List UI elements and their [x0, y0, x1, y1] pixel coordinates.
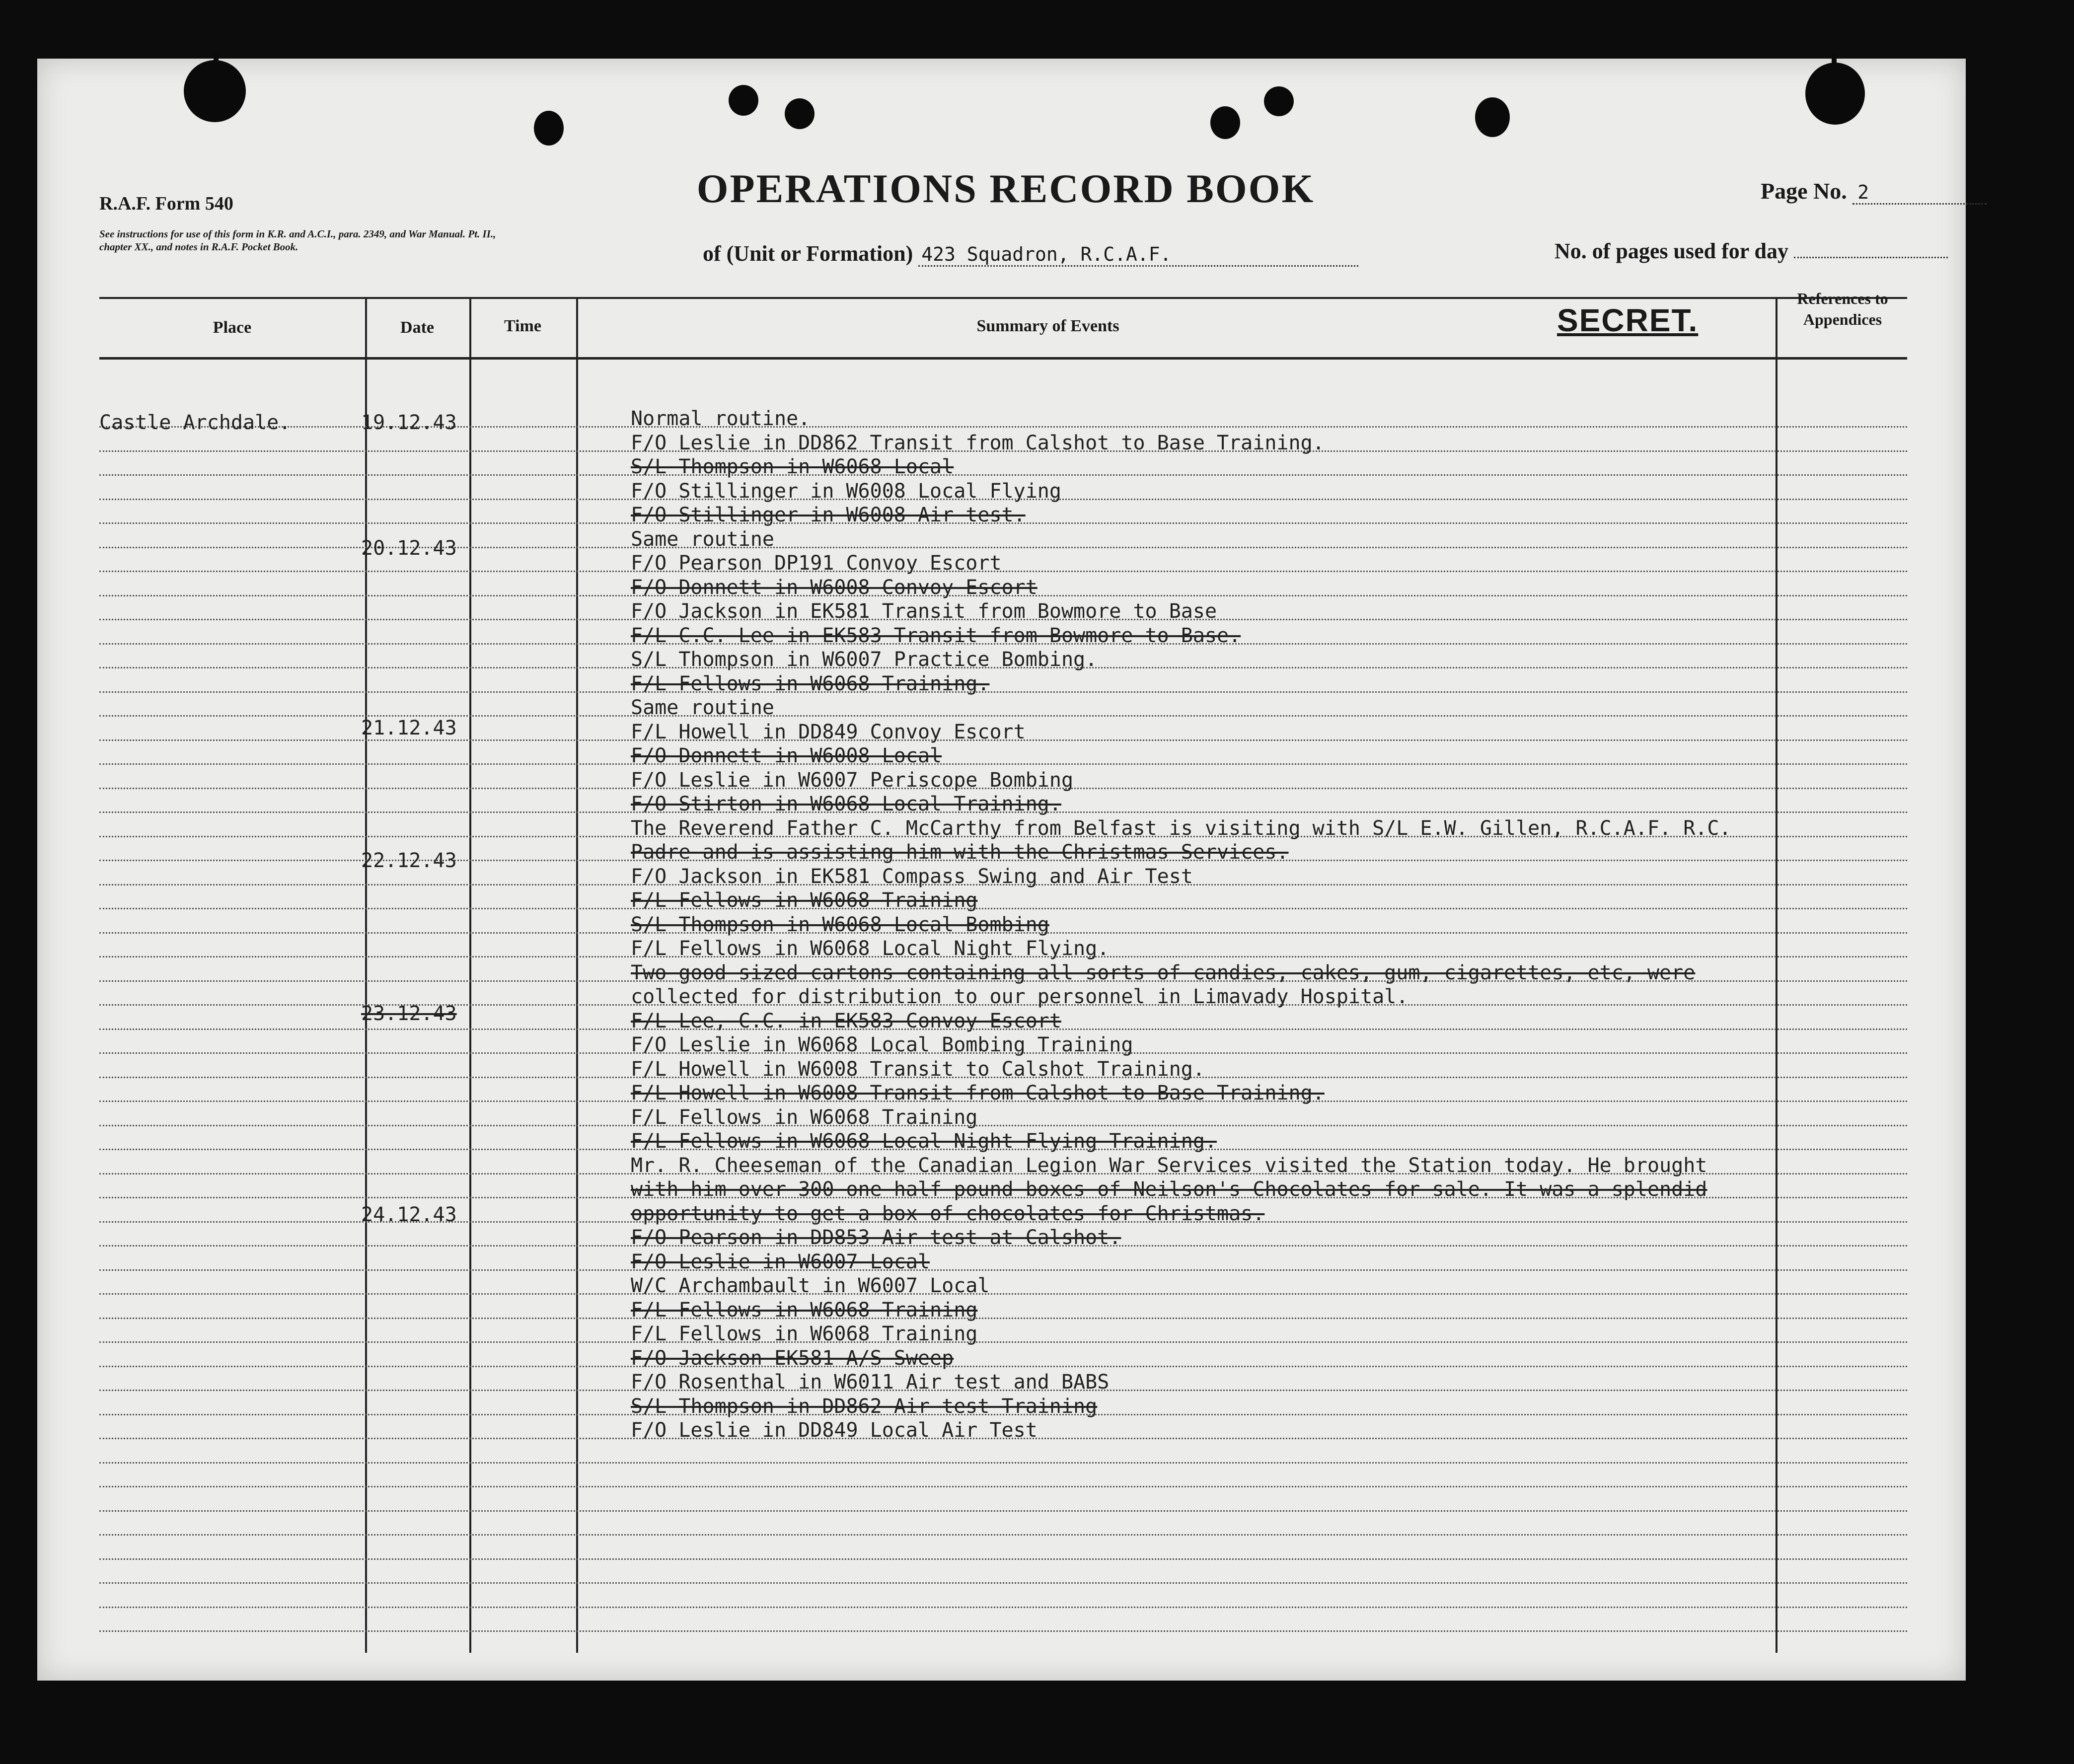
punch-hole [534, 111, 564, 146]
punch-hole [1210, 106, 1240, 139]
binder-hook [214, 54, 219, 83]
page-title: OPERATIONS RECORD BOOK [696, 166, 1315, 211]
punch-hole [1264, 86, 1294, 116]
event-line: S/L Thompson in W6007 Practice Bombing. [631, 648, 1098, 671]
ruled-line [99, 1558, 1907, 1560]
column-divider [1776, 297, 1778, 1653]
pages-used-value [1794, 242, 1948, 258]
ruled-line [99, 1462, 1907, 1464]
date-entry: 19.12.43 [361, 411, 457, 434]
date-entry: 24.12.43 [361, 1203, 457, 1226]
place-value: Castle Archdale. [99, 411, 291, 434]
ruled-line [99, 1486, 1907, 1487]
event-line: F/O Rosenthal in W6011 Air test and BABS [631, 1371, 1110, 1394]
page-number-label: Page No. [1761, 178, 1847, 204]
event-line: F/L Howell in W6008 Transit from Calshot to Base Training. [631, 1082, 1325, 1104]
event-line: F/L Lee, C.C. in EK583 Convoy Escort [631, 1009, 1061, 1032]
event-line: F/O Leslie in DD849 Local Air Test [631, 1419, 1037, 1442]
event-line: F/O Pearson DP191 Convoy Escort [631, 552, 1002, 575]
event-line: F/O Leslie in W6068 Local Bombing Training [631, 1033, 1133, 1056]
event-line: F/L Fellows in W6068 Training [631, 1323, 978, 1345]
column-divider [576, 297, 578, 1653]
form-instructions: See instructions for use of this form in K.R. and A.C.I., para. 2349, and War Manual. Pt. II., chapter XX., and notes in R.A.F. Pocket Book. [99, 228, 496, 253]
event-line: F/O Jackson EK581 A/S Sweep [631, 1346, 954, 1370]
ruled-line [99, 1125, 1907, 1126]
event-line: F/L Howell in W6008 Transit to Calshot Training. [631, 1057, 1205, 1081]
pages-used-label: No. of pages used for day [1555, 239, 1789, 263]
table-top-border [99, 297, 1907, 299]
event-line: F/L Fellows in W6068 Training [631, 1298, 978, 1322]
form-page [37, 59, 1966, 1681]
event-line: The Reverend Father C. McCarthy from Belfast is visiting with S/L E.W. Gillen, R.C.A.F. R.C. [631, 816, 1731, 840]
event-line: Padre and is assisting him with the Christmas Services. [631, 841, 1289, 864]
punch-hole [1475, 97, 1510, 137]
event-line: F/L Fellows in W6068 Training. [631, 672, 990, 695]
event-line: F/L Fellows in W6068 Local Night Flying Training. [631, 1130, 1217, 1153]
event-line: with him over 300 one half pound boxes of Neilson's Chocolates for sale. It was a splendid [631, 1178, 1707, 1201]
event-line: F/L Fellows in W6068 Training [631, 889, 978, 912]
event-line: F/O Stillinger in W6008 Local Flying [631, 479, 1061, 503]
column-header-summary: Summary of Events [976, 317, 1119, 335]
ruled-line [99, 908, 1907, 909]
event-line: F/O Pearson in DD853 Air test at Calshot. [631, 1226, 1121, 1249]
binder-hook [1832, 54, 1837, 83]
event-line: F/O Jackson in EK581 Compass Swing and Air Test [631, 865, 1193, 888]
ruled-line [99, 571, 1907, 572]
unit-value: 423 Squadron, R.C.A.F. [918, 243, 1358, 267]
form-number: R.A.F. Form 540 [99, 193, 233, 214]
date-entry: 20.12.43 [361, 537, 457, 560]
column-header-references: References to Appendices [1797, 290, 1888, 328]
date-entry: 22.12.43 [361, 849, 457, 872]
ruled-line [99, 1293, 1907, 1295]
ruled-line [99, 1318, 1907, 1319]
page-number-field [1761, 178, 1987, 205]
ruled-line [99, 691, 1907, 693]
event-line: Same routine [631, 527, 774, 551]
unit-label: of (Unit or Formation) [703, 241, 913, 266]
column-divider [469, 297, 471, 1653]
ruled-line [99, 1582, 1907, 1584]
ruled-line [99, 1366, 1907, 1367]
event-line: collected for distribution to our personnel in Limavady Hospital. [631, 985, 1408, 1008]
event-line: F/O Jackson in EK581 Transit from Bowmore to Base [631, 600, 1217, 623]
ruled-line [99, 1510, 1907, 1512]
ruled-line [99, 1534, 1907, 1536]
event-line: Normal routine. [631, 407, 811, 430]
column-header-date: Date [400, 318, 434, 337]
event-line: W/C Archambault in W6007 Local [631, 1274, 990, 1297]
event-line: F/O Donnett in W6008 Convoy Escort [631, 576, 1037, 599]
ruled-line [99, 1630, 1907, 1632]
event-line: Two good sized cartons containing all sorts of candies, cakes, gum, cigarettes, etc, were [631, 961, 1696, 984]
date-entry: 23.12.43 [361, 1002, 457, 1025]
event-line: F/L Howell in DD849 Convoy Escort [631, 720, 1026, 743]
secret-classification: SECRET. [1557, 302, 1699, 338]
punch-hole [785, 98, 815, 129]
event-line: F/O Stirton in W6068 Local Training. [631, 793, 1061, 815]
ruled-line [99, 1269, 1907, 1271]
event-line: Same routine [631, 696, 774, 719]
event-line: S/L Thompson in DD862 Air test Training [631, 1395, 1098, 1418]
ruled-line [99, 474, 1907, 476]
header-bottom-border [99, 357, 1907, 360]
date-entry: 21.12.43 [361, 717, 457, 739]
pages-used-field [1555, 238, 1948, 264]
column-header-place: Place [213, 318, 252, 337]
event-line: Mr. R. Cheeseman of the Canadian Legion War Services visited the Station today. He brought [631, 1154, 1707, 1177]
column-divider [365, 297, 367, 1653]
unit-field [703, 241, 1358, 267]
event-line: F/O Donnett in W6008 Local [631, 744, 942, 767]
ruled-line [99, 1607, 1907, 1608]
event-line: F/L Fellows in W6068 Training [631, 1105, 978, 1129]
event-line: opportunity to get a box of chocolates for Christmas. [631, 1202, 1265, 1225]
event-line: S/L Thompson in W6068 Local Bombing [631, 913, 1049, 936]
ruled-line [99, 1341, 1907, 1343]
event-line: F/O Leslie in DD862 Transit from Calshot to Base Training. [631, 431, 1325, 454]
event-line: F/L C.C. Lee in EK583 Transit from Bowmore to Base. [631, 624, 1241, 647]
event-line: F/O Leslie in W6007 Periscope Bombing [631, 768, 1074, 792]
event-line: F/O Stillinger in W6008 Air test. [631, 504, 1026, 526]
page-number-value: 2 [1852, 181, 1987, 205]
event-line: F/L Fellows in W6068 Local Night Flying. [631, 937, 1110, 960]
column-header-time: Time [504, 317, 541, 335]
event-line: S/L Thompson in W6068 Local [631, 455, 954, 478]
ruled-line [99, 763, 1907, 765]
event-line: F/O Leslie in W6007 Local [631, 1250, 930, 1273]
punch-hole [729, 85, 758, 116]
